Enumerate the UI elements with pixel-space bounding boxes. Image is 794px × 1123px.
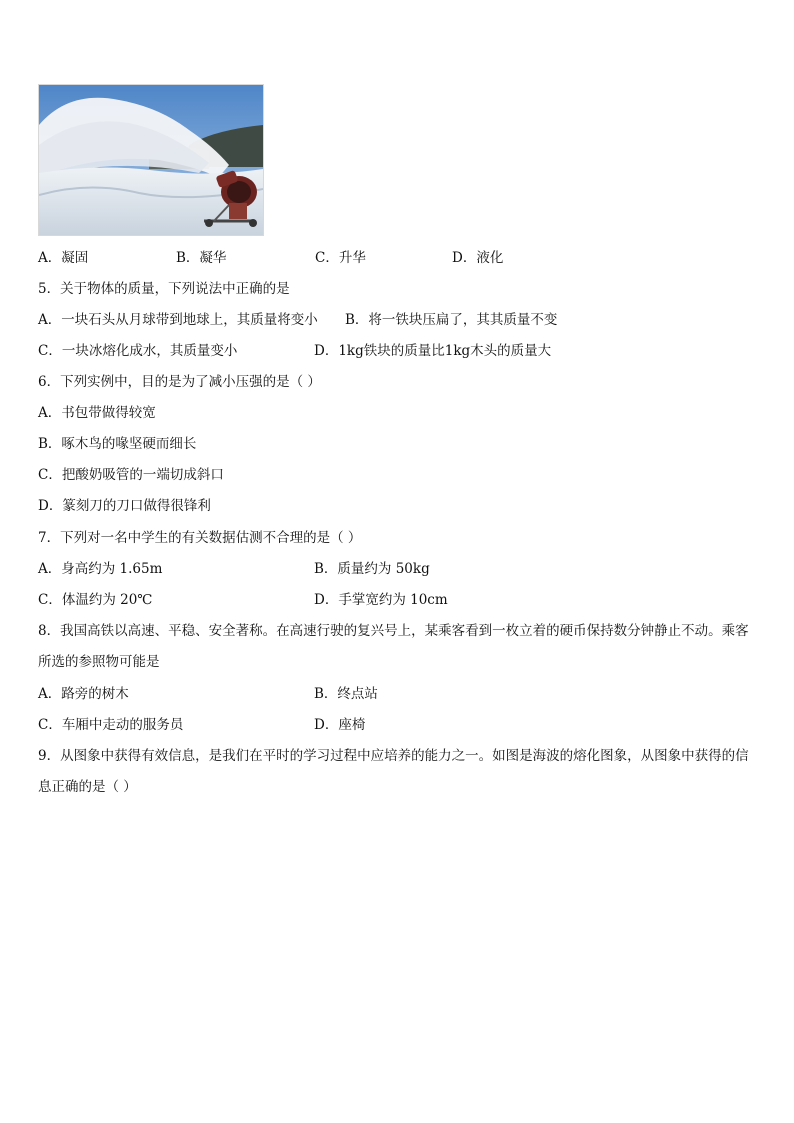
q6-option-d[interactable]: D．篆刻刀的刀口做得很锋利 [38,498,211,514]
q6-option-b[interactable]: B．啄木鸟的喙坚硬而细长 [38,436,197,452]
q7-option-a[interactable]: A．身高约为 1.65m [38,561,163,577]
q7-option-b[interactable]: B．质量约为 50kg [314,561,430,577]
q5-option-b[interactable]: B．将一铁块压扁了，其其质量不变 [345,312,558,328]
q8-option-b[interactable]: B．终点站 [314,686,378,702]
q5-stem: 5．关于物体的质量，下列说法中正确的是 [38,281,290,297]
q4-option-c[interactable]: C．升华 [315,250,366,266]
q6-option-c[interactable]: C．把酸奶吸管的一端切成斜口 [38,467,224,483]
q7-stem: 7．下列对一名中学生的有关数据估测不合理的是（ ） [38,530,362,546]
q5-option-d[interactable]: D．1kg铁块的质量比1kg木头的质量大 [314,343,552,359]
q8-option-a[interactable]: A．路旁的树木 [38,686,129,702]
q4-option-d[interactable]: D．液化 [452,250,504,266]
q6-stem: 6．下列实例中，目的是为了减小压强的是（ ） [38,374,321,390]
q4-option-a[interactable]: A．凝固 [38,250,89,266]
q6-option-a[interactable]: A．书包带做得较宽 [38,405,156,421]
q8-stem: 8．我国高铁以高速、平稳、安全著称。在高速行驶的复兴号上，某乘客看到一枚立着的硬币保持数分钟静止不动。乘客所选的参照物可能是 [38,623,749,670]
snow-cannon-photo [38,84,264,236]
q7-option-c[interactable]: C．体温约为 20℃ [38,592,153,608]
q9-stem: 9．从图象中获得有效信息，是我们在平时的学习过程中应培养的能力之一。如图是海波的熔化图象，从图象中获得的信息正确的是（ ） [38,748,749,795]
q8-option-c[interactable]: C．车厢中走动的服务员 [38,717,184,733]
q5-option-c[interactable]: C．一块冰熔化成水，其质量变小 [38,343,238,359]
q4-option-b[interactable]: B．凝华 [176,250,227,266]
q8-option-d[interactable]: D．座椅 [314,717,366,733]
q7-option-d[interactable]: D．手掌宽约为 10cm [314,592,448,608]
q5-option-a[interactable]: A．一块石头从月球带到地球上，其质量将变小 [38,312,318,328]
